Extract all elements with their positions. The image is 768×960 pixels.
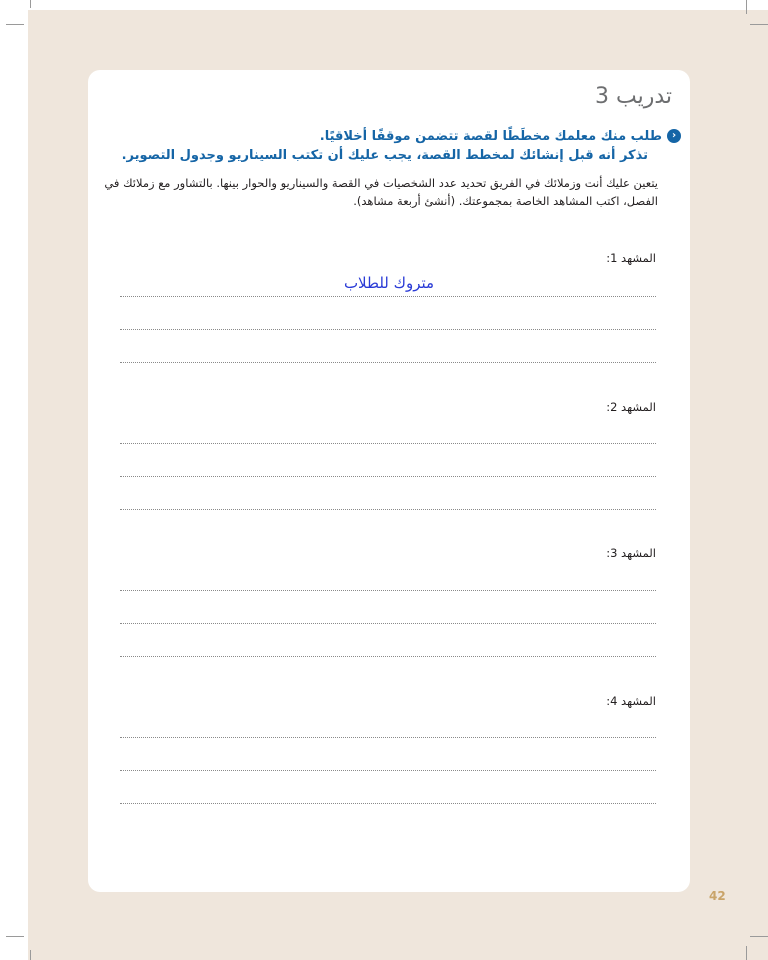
crop-mark xyxy=(750,24,768,25)
writing-line[interactable] xyxy=(120,296,656,297)
task-line-2: تذكر أنه قبل إنشائك لمخطط القصة، يجب عليك أن تكتب السيناريو وجدول التصوير. xyxy=(121,148,648,163)
worksheet-card xyxy=(88,70,690,892)
scene-label-4: المشهد 4: xyxy=(606,694,656,708)
crop-mark xyxy=(750,936,768,937)
crop-mark xyxy=(30,0,31,8)
writing-line[interactable] xyxy=(120,476,656,477)
writing-line[interactable] xyxy=(120,656,656,657)
writing-line[interactable] xyxy=(120,509,656,510)
crop-mark xyxy=(6,24,24,25)
scene-label-1: المشهد 1: xyxy=(606,251,656,265)
crop-mark xyxy=(746,0,747,14)
writing-line[interactable] xyxy=(120,443,656,444)
instructions-text: يتعين عليك أنت وزملائك في الفريق تحديد عدد الشخصيات في القصة والسيناريو والحوار بينها. بالتشاور مع زملائك في الفصل، اكتب المشاهد الخاصة بمجموعتك. (أنشئ أربعة مشاهد). xyxy=(104,176,658,208)
crop-mark xyxy=(30,950,31,960)
student-answer-note: متروك للطلاب xyxy=(343,274,435,292)
task-prompt xyxy=(108,127,677,165)
writing-line[interactable] xyxy=(120,623,656,624)
page-title: تدريب 3 xyxy=(594,84,672,109)
chevron-left-icon: ‹ xyxy=(667,129,681,143)
writing-line[interactable] xyxy=(120,770,656,771)
scene-label-2: المشهد 2: xyxy=(606,400,656,414)
page-number: 42 xyxy=(709,889,726,903)
writing-line[interactable] xyxy=(120,737,656,738)
task-line-1: طلب منك معلمك مخطَطًا لقصة تتضمن موقفًا أخلاقيًا. xyxy=(319,129,662,144)
writing-line[interactable] xyxy=(120,803,656,804)
crop-mark xyxy=(746,946,747,960)
crop-mark xyxy=(6,936,24,937)
writing-line[interactable] xyxy=(120,329,656,330)
scene-label-3: المشهد 3: xyxy=(606,546,656,560)
writing-line[interactable] xyxy=(120,362,656,363)
writing-line[interactable] xyxy=(120,590,656,591)
